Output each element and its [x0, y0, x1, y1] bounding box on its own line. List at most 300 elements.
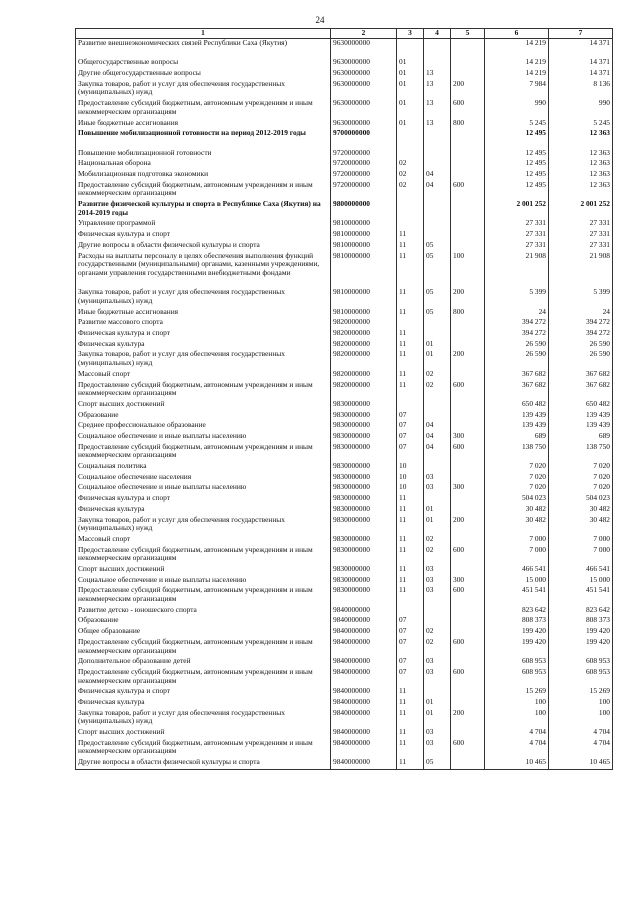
cell-amount-col7: 199 420 [549, 638, 613, 657]
cell-subsection: 05 [424, 288, 451, 307]
table-row [76, 535, 613, 546]
cell-amount-col6: 12 495 [485, 149, 549, 160]
cell-amount-col7: 100 [549, 709, 613, 728]
cell-subsection: 03 [424, 576, 451, 587]
cell-section: 11 [397, 546, 424, 565]
table-row [76, 80, 613, 99]
cell-amount-col7: 30 482 [549, 505, 613, 516]
cell-section: 01 [397, 80, 424, 99]
cell-amount-col6: 12 495 [485, 181, 549, 200]
table-row [76, 381, 613, 400]
cell-section [397, 39, 424, 59]
cell-amount-col6: 608 953 [485, 657, 549, 668]
table-row [76, 668, 613, 687]
cell-amount-col7: 12 363 [549, 129, 613, 148]
cell-amount-col6: 367 682 [485, 381, 549, 400]
cell-code: 9830000000 [331, 432, 397, 443]
cell-subsection: 02 [424, 638, 451, 657]
cell-section: 02 [397, 170, 424, 181]
cell-amount-col6: 7 984 [485, 80, 549, 99]
cell-name: Предоставление субсидий бюджетным, автономным учреждениям и иным некоммерческим организациям [76, 668, 331, 687]
cell-amount-col7: 4 704 [549, 739, 613, 758]
table-row [76, 129, 613, 148]
cell-amount-col7: 367 682 [549, 370, 613, 381]
cell-code: 9820000000 [331, 318, 397, 329]
cell-subsection [424, 219, 451, 230]
cell-code: 9830000000 [331, 494, 397, 505]
cell-code: 9830000000 [331, 586, 397, 605]
cell-amount-col7: 7 020 [549, 473, 613, 484]
cell-section: 07 [397, 657, 424, 668]
cell-subsection [424, 200, 451, 219]
cell-expense-type [451, 149, 485, 160]
cell-amount-col7: 138 750 [549, 443, 613, 462]
cell-amount-col7: 100 [549, 698, 613, 709]
table-row [76, 638, 613, 657]
cell-amount-col7: 26 590 [549, 340, 613, 351]
cell-expense-type [451, 535, 485, 546]
cell-section: 11 [397, 230, 424, 241]
cell-expense-type: 300 [451, 483, 485, 494]
cell-subsection: 01 [424, 516, 451, 535]
cell-amount-col6: 139 439 [485, 411, 549, 422]
cell-section: 11 [397, 340, 424, 351]
cell-section: 07 [397, 627, 424, 638]
cell-name: Предоставление субсидий бюджетным, автономным учреждениям и иным некоммерческим организациям [76, 739, 331, 758]
cell-name: Физическая культура и спорт [76, 230, 331, 241]
cell-name: Общегосударственные вопросы [76, 58, 331, 69]
cell-amount-col6: 27 331 [485, 241, 549, 252]
cell-subsection: 05 [424, 252, 451, 289]
cell-expense-type: 200 [451, 516, 485, 535]
cell-code: 9820000000 [331, 370, 397, 381]
cell-amount-col7: 15 269 [549, 687, 613, 698]
cell-name: Повышение мобилизационной готовности на период 2012-2019 годы [76, 129, 331, 148]
cell-section: 02 [397, 181, 424, 200]
cell-amount-col6: 27 331 [485, 219, 549, 230]
cell-amount-col7: 139 439 [549, 421, 613, 432]
cell-amount-col7: 12 363 [549, 181, 613, 200]
cell-subsection: 13 [424, 69, 451, 80]
cell-amount-col6: 466 541 [485, 565, 549, 576]
cell-amount-col7: 2 001 252 [549, 200, 613, 219]
cell-code: 9830000000 [331, 565, 397, 576]
cell-subsection: 13 [424, 80, 451, 99]
cell-amount-col6: 100 [485, 709, 549, 728]
cell-amount-col7: 650 482 [549, 400, 613, 411]
cell-amount-col7: 808 373 [549, 616, 613, 627]
cell-amount-col7: 8 136 [549, 80, 613, 99]
cell-name: Социальное обеспечение и иные выплаты населению [76, 576, 331, 587]
table-row [76, 200, 613, 219]
cell-section: 11 [397, 381, 424, 400]
cell-subsection: 02 [424, 546, 451, 565]
cell-expense-type [451, 505, 485, 516]
cell-code: 9830000000 [331, 535, 397, 546]
cell-subsection: 05 [424, 758, 451, 769]
cell-name: Национальная оборона [76, 159, 331, 170]
cell-code: 9840000000 [331, 657, 397, 668]
cell-amount-col6: 504 023 [485, 494, 549, 505]
cell-code: 9830000000 [331, 576, 397, 587]
cell-amount-col6: 5 245 [485, 119, 549, 130]
cell-amount-col6: 199 420 [485, 638, 549, 657]
cell-amount-col6: 367 682 [485, 370, 549, 381]
table-body [76, 39, 613, 770]
cell-amount-col6: 12 495 [485, 170, 549, 181]
cell-amount-col6: 451 541 [485, 586, 549, 605]
cell-code: 9630000000 [331, 58, 397, 69]
cell-code: 9810000000 [331, 241, 397, 252]
cell-name: Закупка товаров, работ и услуг для обеспечения государственных (муниципальных) нужд [76, 516, 331, 535]
cell-subsection [424, 606, 451, 617]
cell-name: Развитие внешнеэкономических связей Республики Саха (Якутия) [76, 39, 331, 59]
cell-name: Управление программой [76, 219, 331, 230]
cell-section: 11 [397, 516, 424, 535]
cell-name: Физическая культура [76, 505, 331, 516]
cell-name: Повышение мобилизационной готовности [76, 149, 331, 160]
cell-name: Среднее профессиональное образование [76, 421, 331, 432]
cell-section: 11 [397, 698, 424, 709]
cell-subsection: 01 [424, 350, 451, 369]
cell-code: 9830000000 [331, 546, 397, 565]
cell-expense-type: 300 [451, 576, 485, 587]
table-row [76, 443, 613, 462]
cell-subsection: 03 [424, 473, 451, 484]
cell-expense-type: 800 [451, 308, 485, 319]
cell-subsection: 04 [424, 181, 451, 200]
page-number: 24 [315, 15, 325, 25]
cell-code: 9840000000 [331, 728, 397, 739]
cell-expense-type: 600 [451, 638, 485, 657]
header-col-6: 6 [485, 29, 549, 39]
cell-amount-col7: 12 363 [549, 159, 613, 170]
cell-amount-col6: 990 [485, 99, 549, 118]
cell-code: 9720000000 [331, 170, 397, 181]
cell-name: Предоставление субсидий бюджетным, автономным учреждениям и иным некоммерческим организациям [76, 638, 331, 657]
cell-expense-type [451, 606, 485, 617]
header-col-7: 7 [549, 29, 613, 39]
cell-expense-type [451, 616, 485, 627]
cell-subsection: 13 [424, 119, 451, 130]
cell-code: 9630000000 [331, 39, 397, 59]
header-col-3: 3 [397, 29, 424, 39]
cell-name: Социальная политика [76, 462, 331, 473]
cell-amount-col6: 199 420 [485, 627, 549, 638]
cell-amount-col6: 10 465 [485, 758, 549, 769]
cell-section: 01 [397, 99, 424, 118]
cell-code: 9720000000 [331, 149, 397, 160]
cell-amount-col6: 14 219 [485, 69, 549, 80]
cell-amount-col7: 10 465 [549, 758, 613, 769]
cell-amount-col6: 5 399 [485, 288, 549, 307]
cell-amount-col7: 199 420 [549, 627, 613, 638]
cell-subsection: 02 [424, 535, 451, 546]
cell-name: Социальное обеспечение и иные выплаты населению [76, 483, 331, 494]
cell-code: 9720000000 [331, 181, 397, 200]
cell-amount-col7: 21 908 [549, 252, 613, 289]
cell-code: 9820000000 [331, 340, 397, 351]
cell-amount-col7: 5 245 [549, 119, 613, 130]
cell-amount-col6: 4 704 [485, 728, 549, 739]
cell-subsection: 03 [424, 739, 451, 758]
cell-amount-col7: 689 [549, 432, 613, 443]
cell-code: 9840000000 [331, 687, 397, 698]
cell-section: 11 [397, 739, 424, 758]
cell-subsection: 03 [424, 586, 451, 605]
cell-expense-type: 200 [451, 709, 485, 728]
cell-amount-col7: 504 023 [549, 494, 613, 505]
cell-code: 9840000000 [331, 606, 397, 617]
cell-code: 9840000000 [331, 709, 397, 728]
cell-expense-type: 800 [451, 119, 485, 130]
cell-name: Спорт высших достижений [76, 728, 331, 739]
cell-amount-col6: 7 020 [485, 462, 549, 473]
cell-expense-type [451, 462, 485, 473]
cell-amount-col6: 650 482 [485, 400, 549, 411]
cell-amount-col7: 14 371 [549, 69, 613, 80]
cell-code: 9810000000 [331, 288, 397, 307]
cell-amount-col6: 138 750 [485, 443, 549, 462]
cell-code: 9830000000 [331, 462, 397, 473]
cell-section: 07 [397, 432, 424, 443]
cell-subsection: 01 [424, 340, 451, 351]
table-row [76, 505, 613, 516]
cell-code: 9630000000 [331, 119, 397, 130]
cell-name: Физическая культура [76, 698, 331, 709]
cell-code: 9810000000 [331, 252, 397, 289]
cell-amount-col6: 14 219 [485, 58, 549, 69]
cell-expense-type [451, 758, 485, 769]
cell-expense-type: 600 [451, 443, 485, 462]
cell-amount-col7: 7 020 [549, 462, 613, 473]
cell-expense-type [451, 411, 485, 422]
cell-code: 9630000000 [331, 99, 397, 118]
cell-section: 01 [397, 69, 424, 80]
table-row [76, 709, 613, 728]
cell-name: Общее образование [76, 627, 331, 638]
cell-amount-col7: 4 704 [549, 728, 613, 739]
cell-expense-type: 600 [451, 181, 485, 200]
cell-subsection: 01 [424, 505, 451, 516]
cell-amount-col7: 30 482 [549, 516, 613, 535]
table-row [76, 546, 613, 565]
cell-amount-col7: 608 953 [549, 657, 613, 668]
cell-section: 07 [397, 616, 424, 627]
cell-section: 11 [397, 565, 424, 576]
cell-subsection: 03 [424, 483, 451, 494]
cell-code: 9820000000 [331, 329, 397, 340]
cell-amount-col6: 823 642 [485, 606, 549, 617]
cell-subsection: 03 [424, 728, 451, 739]
cell-code: 9810000000 [331, 219, 397, 230]
cell-section: 11 [397, 687, 424, 698]
cell-amount-col6: 26 590 [485, 350, 549, 369]
cell-amount-col6: 30 482 [485, 505, 549, 516]
cell-name: Физическая культура и спорт [76, 329, 331, 340]
cell-code: 9630000000 [331, 80, 397, 99]
cell-amount-col7: 12 363 [549, 170, 613, 181]
cell-expense-type [451, 687, 485, 698]
cell-code: 9830000000 [331, 443, 397, 462]
cell-code: 9840000000 [331, 627, 397, 638]
table-row [76, 516, 613, 535]
cell-name: Образование [76, 616, 331, 627]
cell-expense-type: 600 [451, 546, 485, 565]
cell-amount-col6: 12 495 [485, 159, 549, 170]
header-col-2: 2 [331, 29, 397, 39]
cell-section: 11 [397, 252, 424, 289]
cell-section: 01 [397, 58, 424, 69]
cell-expense-type [451, 219, 485, 230]
cell-expense-type: 600 [451, 739, 485, 758]
cell-expense-type [451, 400, 485, 411]
cell-amount-col7: 14 371 [549, 58, 613, 69]
cell-code: 9820000000 [331, 381, 397, 400]
cell-code: 9720000000 [331, 159, 397, 170]
cell-expense-type: 600 [451, 586, 485, 605]
cell-expense-type: 100 [451, 252, 485, 289]
cell-amount-col7: 451 541 [549, 586, 613, 605]
header-col-4: 4 [424, 29, 451, 39]
cell-subsection: 03 [424, 565, 451, 576]
cell-amount-col6: 608 953 [485, 668, 549, 687]
header-col-5: 5 [451, 29, 485, 39]
cell-name: Физическая культура и спорт [76, 494, 331, 505]
cell-name: Образование [76, 411, 331, 422]
cell-expense-type: 200 [451, 350, 485, 369]
table-row [76, 241, 613, 252]
cell-expense-type [451, 241, 485, 252]
cell-expense-type: 600 [451, 381, 485, 400]
cell-expense-type [451, 318, 485, 329]
cell-code: 9830000000 [331, 483, 397, 494]
cell-expense-type [451, 329, 485, 340]
cell-amount-col7: 7 000 [549, 546, 613, 565]
cell-name: Развитие массового спорта [76, 318, 331, 329]
cell-subsection: 05 [424, 241, 451, 252]
cell-subsection: 01 [424, 698, 451, 709]
cell-amount-col6: 808 373 [485, 616, 549, 627]
cell-amount-col7: 394 272 [549, 318, 613, 329]
cell-section: 07 [397, 421, 424, 432]
cell-subsection: 04 [424, 170, 451, 181]
cell-section: 07 [397, 638, 424, 657]
cell-amount-col6: 7 020 [485, 473, 549, 484]
cell-amount-col6: 24 [485, 308, 549, 319]
cell-name: Массовый спорт [76, 370, 331, 381]
cell-name: Другие общегосударственные вопросы [76, 69, 331, 80]
cell-name: Другие вопросы в области физической культуры и спорта [76, 241, 331, 252]
cell-subsection: 03 [424, 657, 451, 668]
cell-code: 9810000000 [331, 230, 397, 241]
cell-section: 11 [397, 728, 424, 739]
cell-subsection: 04 [424, 421, 451, 432]
cell-subsection [424, 129, 451, 148]
cell-name: Иные бюджетные ассигнования [76, 119, 331, 130]
cell-amount-col6: 15 269 [485, 687, 549, 698]
cell-amount-col7: 27 331 [549, 219, 613, 230]
cell-amount-col6: 394 272 [485, 329, 549, 340]
cell-name: Мобилизационная подготовка экономики [76, 170, 331, 181]
cell-amount-col6: 12 495 [485, 129, 549, 148]
cell-code: 9830000000 [331, 473, 397, 484]
cell-section: 11 [397, 350, 424, 369]
cell-amount-col6: 26 590 [485, 340, 549, 351]
cell-expense-type [451, 200, 485, 219]
table-row [76, 586, 613, 605]
cell-amount-col6: 139 439 [485, 421, 549, 432]
cell-amount-col6: 394 272 [485, 318, 549, 329]
cell-name: Предоставление субсидий бюджетным, автономным учреждениям и иным некоммерческим организациям [76, 99, 331, 118]
cell-code: 9630000000 [331, 69, 397, 80]
cell-amount-col6: 100 [485, 698, 549, 709]
cell-amount-col7: 990 [549, 99, 613, 118]
budget-table [75, 28, 613, 770]
cell-section: 11 [397, 288, 424, 307]
cell-section: 07 [397, 411, 424, 422]
cell-expense-type [451, 58, 485, 69]
cell-amount-col7: 139 439 [549, 411, 613, 422]
cell-section: 11 [397, 576, 424, 587]
cell-section: 10 [397, 473, 424, 484]
cell-expense-type [451, 230, 485, 241]
cell-name: Массовый спорт [76, 535, 331, 546]
cell-subsection: 02 [424, 370, 451, 381]
cell-subsection: 04 [424, 443, 451, 462]
cell-expense-type [451, 159, 485, 170]
cell-subsection [424, 39, 451, 59]
cell-name: Закупка товаров, работ и услуг для обеспечения государственных (муниципальных) нужд [76, 350, 331, 369]
cell-section: 11 [397, 709, 424, 728]
cell-name: Физическая культура и спорт [76, 687, 331, 698]
cell-name: Другие вопросы в области физической культуры и спорта [76, 758, 331, 769]
cell-amount-col7: 608 953 [549, 668, 613, 687]
table-row [76, 252, 613, 289]
cell-amount-col7: 26 590 [549, 350, 613, 369]
cell-code: 9840000000 [331, 638, 397, 657]
cell-name: Развитие физической культуры и спорта в Республике Саха (Якутия) на 2014-2019 годы [76, 200, 331, 219]
cell-amount-col6: 2 001 252 [485, 200, 549, 219]
cell-name: Закупка товаров, работ и услуг для обеспечения государственных (муниципальных) нужд [76, 80, 331, 99]
cell-name: Спорт высших достижений [76, 400, 331, 411]
cell-section: 10 [397, 462, 424, 473]
cell-amount-col6: 689 [485, 432, 549, 443]
cell-code: 9830000000 [331, 505, 397, 516]
cell-name: Предоставление субсидий бюджетным, автономным учреждениям и иным некоммерческим организациям [76, 546, 331, 565]
cell-code: 9830000000 [331, 421, 397, 432]
cell-section: 07 [397, 668, 424, 687]
cell-name: Социальное обеспечение населения [76, 473, 331, 484]
cell-section: 11 [397, 505, 424, 516]
cell-subsection: 02 [424, 381, 451, 400]
cell-section: 11 [397, 586, 424, 605]
cell-subsection: 04 [424, 432, 451, 443]
cell-subsection [424, 149, 451, 160]
cell-name: Спорт высших достижений [76, 565, 331, 576]
cell-amount-col7: 367 682 [549, 381, 613, 400]
cell-amount-col7: 27 331 [549, 241, 613, 252]
cell-code: 9840000000 [331, 616, 397, 627]
cell-code: 9840000000 [331, 668, 397, 687]
header-col-1: 1 [76, 29, 331, 39]
table-row [76, 99, 613, 118]
cell-section: 11 [397, 494, 424, 505]
cell-section: 11 [397, 308, 424, 319]
cell-name: Иные бюджетные ассигнования [76, 308, 331, 319]
cell-code: 9840000000 [331, 739, 397, 758]
cell-amount-col6: 15 000 [485, 576, 549, 587]
